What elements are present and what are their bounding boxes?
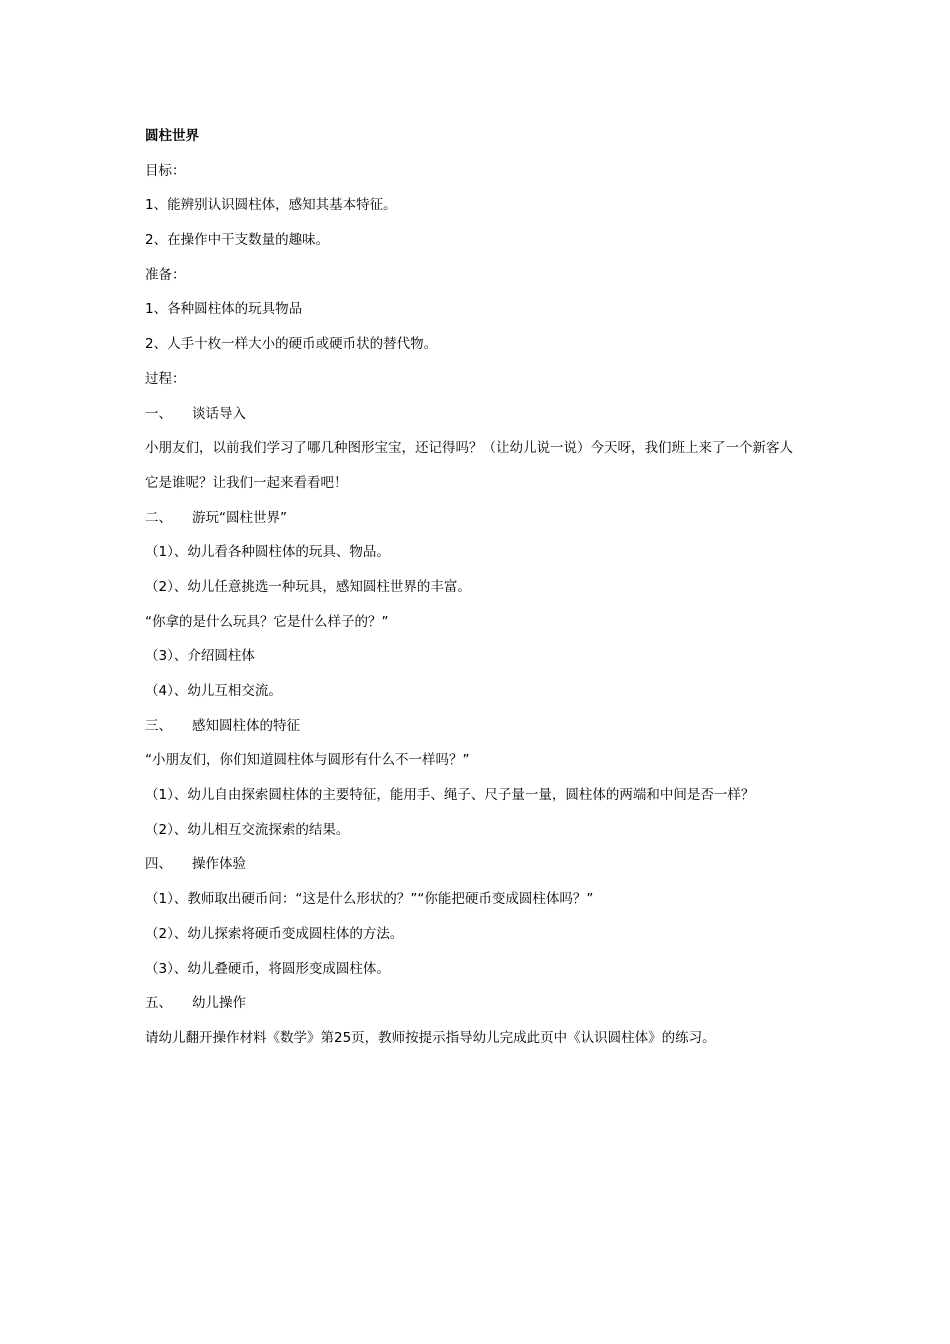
paragraph-line: “你拿的是什么玩具？它是什么样子的？” [145,613,389,630]
paragraph-line: （2）、幼儿任意挑选一种玩具，感知圆柱世界的丰富。 [145,578,471,595]
goal-item: 1、能辨别认识圆柱体，感知其基本特征。 [145,197,397,214]
section-heading-text: 感知圆柱体的特征 [192,717,300,734]
process-label: 过程： [145,370,186,387]
section-number: 四、 [145,856,172,873]
section-heading-text: 谈话导入 [192,405,246,422]
goal-label: 目标： [145,162,186,179]
paragraph-line: 小朋友们，以前我们学习了哪几种图形宝宝，还记得吗？（让幼儿说一说）今天呀，我们班上来了一个新客人 [145,440,793,457]
document-page [145,126,825,1063]
section-number: 三、 [145,717,172,734]
section-heading-5 [145,993,825,1013]
paragraph-line: （1）、教师取出硬币问：“这是什么形状的？”“你能把硬币变成圆柱体吗？” [145,891,594,908]
section-number: 五、 [145,995,172,1012]
section-heading-2 [145,508,825,528]
section-heading-text: 幼儿操作 [192,995,246,1012]
section-number: 二、 [145,509,172,526]
document-title: 圆柱世界 [145,128,199,144]
paragraph-line: （3）、介绍圆柱体 [145,648,255,665]
paragraph-line: （3）、幼儿叠硬币，将圆形变成圆柱体。 [145,960,390,977]
section-heading-1 [145,404,825,424]
paragraph-line: （4）、幼儿互相交流。 [145,683,282,699]
prep-item: 1、各种圆柱体的玩具物品 [145,301,303,318]
goal-item: 2、在操作中干支数量的趣味。 [145,232,330,249]
prep-label: 准备： [145,266,186,283]
section-heading-text: 游玩“圆柱世界” [192,509,287,526]
paragraph-line: 请幼儿翻开操作材料《数学》第25页，教师按提示指导幼儿完成此页中《认识圆柱体》的练习。 [145,1029,716,1046]
paragraph-line: （2）、幼儿探索将硬币变成圆柱体的方法。 [145,925,404,942]
paragraph-line: （1）、幼儿自由探索圆柱体的主要特征，能用手、绳子、尺子量一量，圆柱体的两端和中间是否一样？ [145,787,755,804]
paragraph-line: （1）、幼儿看各种圆柱体的玩具、物品。 [145,544,390,561]
section-heading-4 [145,854,825,874]
section-heading-3 [145,716,825,736]
prep-item: 2、人手十枚一样大小的硬币或硬币状的替代物。 [145,336,438,353]
section-heading-text: 操作体验 [192,856,246,873]
paragraph-line: （2）、幼儿相互交流探索的结果。 [145,821,350,838]
section-number: 一、 [145,405,172,422]
paragraph-line: 它是谁呢？让我们一起来看看吧！ [145,474,348,491]
paragraph-line: “小朋友们，你们知道圆柱体与圆形有什么不一样吗？” [145,752,470,769]
